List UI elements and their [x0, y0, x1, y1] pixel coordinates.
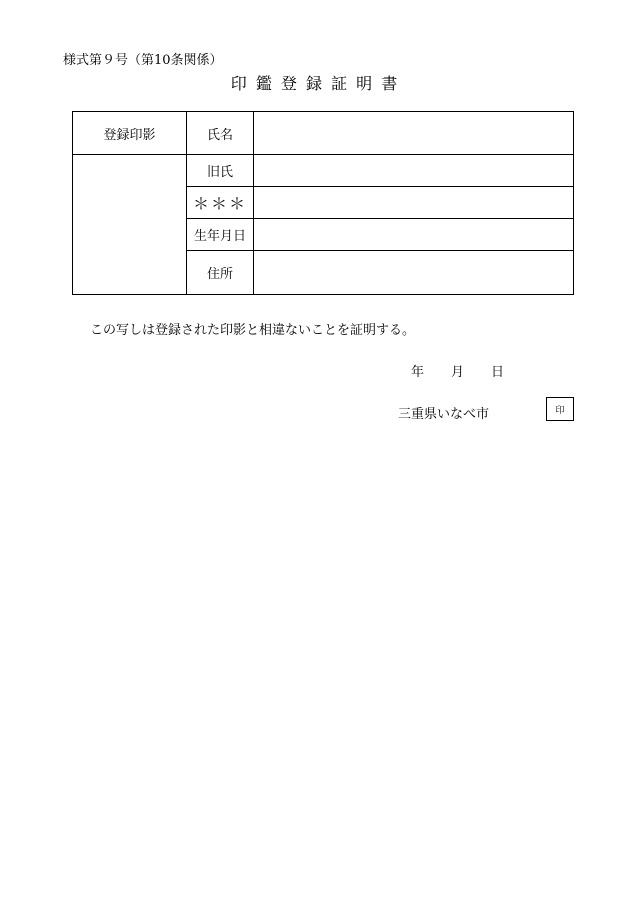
seal-box — [546, 397, 574, 421]
row-label-address: 住所 — [187, 251, 254, 295]
certification-statement: この写しは登録された印影と相違ないことを証明する。 — [90, 323, 416, 338]
date-year: 年 — [411, 365, 425, 380]
row-label-birthdate: 生年月日 — [187, 219, 254, 251]
row-value-birthdate — [254, 219, 574, 251]
row-label-former-surname: 旧氏 — [187, 155, 254, 187]
table-row — [73, 112, 574, 155]
row-label-masked: ＊＊＊ — [187, 187, 254, 219]
seal-mark: 印 — [555, 405, 565, 416]
row-value-former-surname — [254, 155, 574, 187]
issuer-name: 三重県いなべ市 — [398, 407, 490, 422]
row-value-masked — [254, 187, 574, 219]
seal-header: 登録印影 — [73, 112, 187, 155]
row-label-name: 氏名 — [187, 112, 254, 155]
seal-impression-area — [73, 155, 187, 295]
table-row — [73, 155, 574, 187]
date-day: 日 — [491, 365, 505, 380]
date-line — [411, 361, 504, 380]
date-month: 月 — [451, 365, 465, 380]
form-number: 様式第９号（第10条関係） — [63, 53, 223, 68]
registration-table — [72, 111, 574, 295]
row-value-address — [254, 251, 574, 295]
document-title: 印 鑑 登 録 証 明 書 — [230, 74, 400, 93]
row-value-name — [254, 112, 574, 155]
